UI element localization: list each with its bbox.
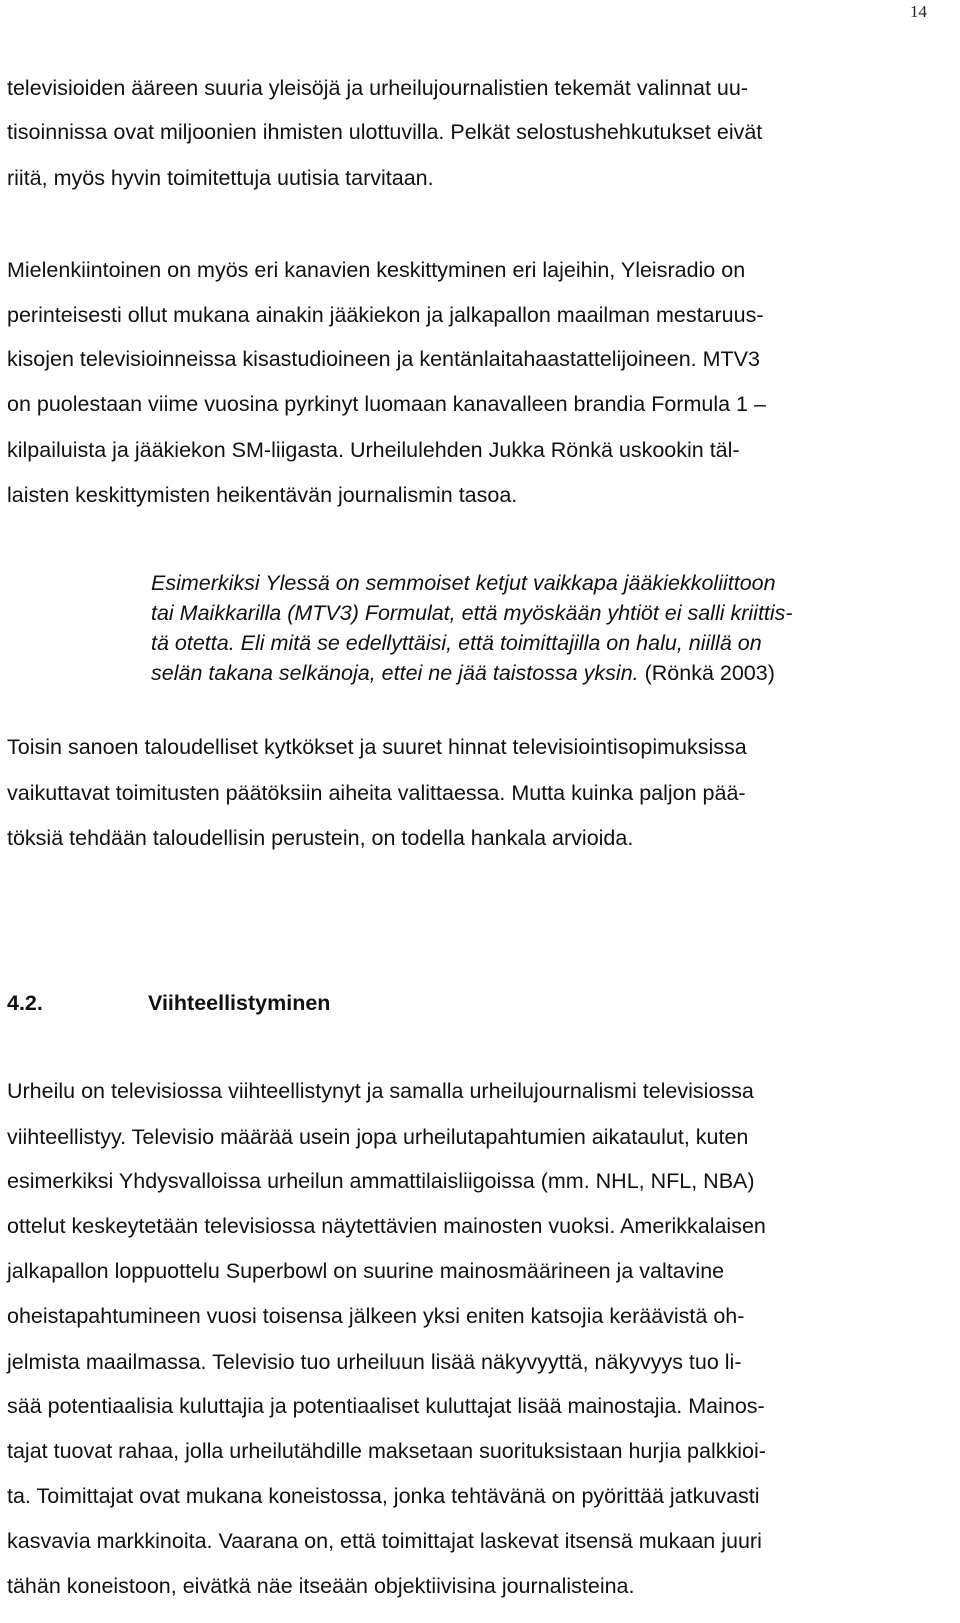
- page-number: 14: [910, 2, 927, 21]
- section-number: 4.2.: [7, 991, 43, 1015]
- paragraph-4-line: viihteellistyy. Televisio määrää usein jopa urheilutapahtumien aikataulut, kuten: [7, 1125, 749, 1149]
- paragraph-2-line: laisten keskittymisten heikentävän journalismin tasoa.: [7, 483, 518, 507]
- quote-line: [151, 660, 775, 686]
- paragraph-4-line: tajat tuovat rahaa, jolla urheilutähdille maksetaan suorituksistaan hurjia palkkioi-: [7, 1439, 766, 1463]
- paragraph-4-line: jalkapallon loppuottelu Superbowl on suurine mainosmäärineen ja valtavine: [7, 1259, 725, 1283]
- section-title: Viihteellistyminen: [148, 991, 331, 1015]
- quote-text: selän takana selkänoja, ettei ne jää taistossa yksin.: [151, 661, 639, 685]
- paragraph-1-line: tisoinnissa ovat miljoonien ihmisten ulottuvilla. Pelkät selostushehkutukset eivät: [7, 120, 763, 144]
- paragraph-4-line: kasvavia markkinoita. Vaarana on, että toimittajat laskevat itsensä mukaan juuri: [7, 1529, 762, 1553]
- paragraph-3-line: vaikuttavat toimitusten päätöksiin aiheita valittaessa. Mutta kuinka paljon pää-: [7, 781, 746, 805]
- paragraph-4-line: esimerkiksi Yhdysvalloissa urheilun ammattilaisliigoissa (mm. NHL, NFL, NBA): [7, 1169, 755, 1193]
- paragraph-1-line: televisioiden ääreen suuria yleisöjä ja urheilujournalistien tekemät valinnat uu-: [7, 76, 748, 100]
- paragraph-2-line: perinteisesti ollut mukana ainakin jääkiekon ja jalkapallon maailman mestaruus-: [7, 303, 764, 327]
- paragraph-4-line: oheistapahtumineen vuosi toisensa jälkeen yksi eniten katsojia keräävistä oh-: [7, 1304, 745, 1328]
- quote-line: [151, 600, 793, 626]
- paragraph-1-line: riitä, myös hyvin toimitettuja uutisia tarvitaan.: [7, 166, 434, 190]
- quote-citation: (Rönkä 2003): [644, 661, 775, 685]
- paragraph-3-line: töksiä tehdään taloudellisin perustein, on todella hankala arvioida.: [7, 826, 634, 850]
- paragraph-4-line: ta. Toimittajat ovat mukana koneistossa, jonka tehtävänä on pyörittää jatkuvasti: [7, 1484, 760, 1508]
- paragraph-2-line: on puolestaan viime vuosina pyrkinyt luomaan kanavalleen brandia Formula 1 –: [7, 392, 766, 416]
- quote-text: tai Maikkarilla (MTV3) Formulat, että myöskään yhtiöt ei salli kriittis-: [151, 601, 793, 625]
- paragraph-2-line: Mielenkiintoinen on myös eri kanavien keskittyminen eri lajeihin, Yleisradio on: [7, 258, 746, 282]
- quote-text: Esimerkiksi Ylessä on semmoiset ketjut vaikkapa jääkiekkoliittoon: [151, 571, 776, 595]
- paragraph-4-line: sää potentiaalisia kuluttajia ja potentiaaliset kuluttajat lisää mainostajia. Mainos-: [7, 1394, 765, 1418]
- paragraph-3-line: Toisin sanoen taloudelliset kytkökset ja suuret hinnat televisiointisopimuksissa: [7, 735, 747, 759]
- paragraph-4-line: Urheilu on televisiossa viihteellistynyt ja samalla urheilujournalismi televisiossa: [7, 1079, 754, 1103]
- paragraph-4-line: ottelut keskeytetään televisiossa näytettävien mainosten vuoksi. Amerikkalaisen: [7, 1214, 766, 1238]
- paragraph-4-line: jelmista maailmassa. Televisio tuo urheiluun lisää näkyvyyttä, näkyvyys tuo li-: [7, 1350, 742, 1374]
- paragraph-4-line: tähän koneistoon, eivätkä näe itseään objektiivisina journalisteina.: [7, 1574, 635, 1598]
- paragraph-2-line: kilpailuista ja jääkiekon SM-liigasta. Urheilulehden Jukka Rönkä uskookin täl-: [7, 438, 740, 462]
- quote-line: [151, 630, 762, 656]
- quote-text: tä otetta. Eli mitä se edellyttäisi, että toimittajilla on halu, niillä on: [151, 631, 762, 655]
- quote-line: [151, 570, 776, 596]
- paragraph-2-line: kisojen televisioinneissa kisastudioineen ja kentänlaitahaastattelijoineen. MTV3: [7, 347, 760, 371]
